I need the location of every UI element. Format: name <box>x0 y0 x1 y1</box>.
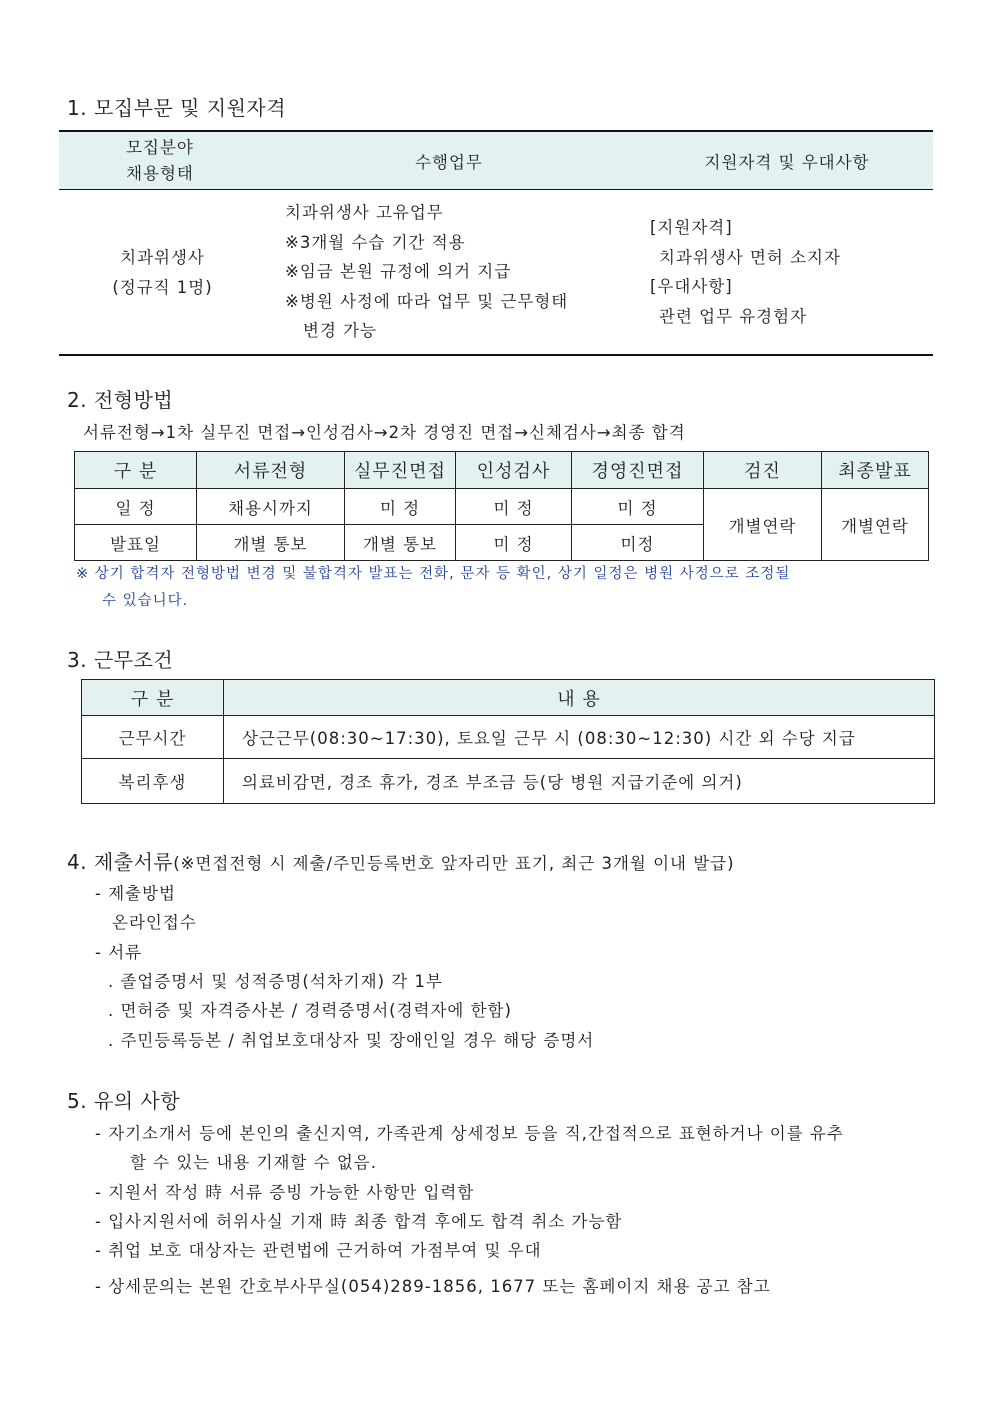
header-field: 모집분야 <box>126 138 194 157</box>
col-content: 내 용 <box>224 680 935 716</box>
section4-heading: 4. 제출서류 <box>67 850 174 874</box>
qual-label: [우대사항] <box>650 277 733 296</box>
section5-heading: 5. 유의 사항 <box>67 1089 181 1113</box>
table-cell: 개별 통보 <box>197 525 345 561</box>
row-announce-label: 발표일 <box>75 525 197 561</box>
section4-heading-line <box>67 846 735 875</box>
duty-item: ※임금 본원 규정에 의거 지급 <box>285 262 512 281</box>
duty-item: ※3개월 수습 기간 적용 <box>285 232 466 252</box>
header-duties: 수행업무 <box>415 153 483 172</box>
header-employment-type: 채용형태 <box>126 164 194 183</box>
col-category: 구 분 <box>82 680 224 716</box>
col-document: 서류전형 <box>197 452 345 489</box>
selection-note: ※ 상기 합격자 전형방법 변경 및 불합격자 발표는 전화, 문자 등 확인, 상기 일정은 병원 사정으로 조정될 <box>76 566 791 582</box>
final-cell: 개별연락 <box>822 489 929 561</box>
checkup-cell: 개별연락 <box>704 489 822 561</box>
header-qualifications: 지원자격 및 우대사항 <box>704 153 870 172</box>
table-cell: 미정 <box>572 525 704 561</box>
col-category: 구 분 <box>75 452 197 489</box>
working-conditions-table <box>81 679 935 804</box>
table-cell: 미 정 <box>456 489 572 525</box>
job-title: 치과위생사 <box>120 248 205 267</box>
col-personality-test: 인성검사 <box>456 452 572 489</box>
row-content-hours: 상근근무(08:30~17:30), 토요일 근무 시 (08:30~12:30) 시간 외 수당 지급 <box>224 716 935 759</box>
row-label-welfare: 복리후생 <box>82 759 224 804</box>
notice-item: - 자기소개서 등에 본인의 출신지역, 가족관계 상세정보 등을 직,간접적으로 표현하거나 이를 유추 <box>95 1124 844 1143</box>
document-item: . 주민등록등본 / 취업보호대상자 및 장애인일 경우 해당 증명서 <box>108 1031 595 1050</box>
section4-heading-note: (※면접전형 시 제출/주민등록번호 앞자리만 표기, 최근 3개월 이내 발급) <box>173 854 735 873</box>
notice-item: - 지원서 작성 時 서류 증빙 가능한 사항만 입력함 <box>95 1183 475 1202</box>
col-final: 최종발표 <box>822 452 929 489</box>
table-cell: 미 정 <box>456 525 572 561</box>
row-content-welfare: 의료비감면, 경조 휴가, 경조 부조금 등(당 병원 지급기준에 의거) <box>224 759 935 804</box>
section1-heading: 1. 모집부문 및 지원자격 <box>67 96 287 120</box>
table-cell: 개별 통보 <box>345 525 456 561</box>
selection-schedule-table <box>74 451 929 561</box>
documents-label: - 서류 <box>95 943 143 962</box>
qual-item: 관련 업무 유경험자 <box>659 306 808 326</box>
table-cell: 미 정 <box>345 489 456 525</box>
notice-item: - 취업 보호 대상자는 관련법에 근거하여 가점부여 및 우대 <box>95 1241 542 1260</box>
job-type: (정규직 1명) <box>112 278 213 297</box>
recruitment-table-header <box>59 130 933 190</box>
qual-item: 치과위생사 면허 소지자 <box>659 247 841 267</box>
notice-item-cont: 할 수 있는 내용 기재할 수 없음. <box>130 1153 377 1172</box>
qual-label: [지원자격] <box>650 218 733 237</box>
row-schedule-label: 일 정 <box>75 489 197 525</box>
document-item: . 졸업증명서 및 성적증명(석차기재) 각 1부 <box>108 972 443 991</box>
document-item: . 면허증 및 자격증사본 / 경력증명서(경력자에 한함) <box>108 1001 512 1020</box>
submit-method: 온라인접수 <box>112 913 197 932</box>
duty-item: 치과위생사 고유업무 <box>285 203 444 222</box>
contact-info: - 상세문의는 본원 간호부사무실(054)289-1856, 1677 또는 홈페이지 채용 공고 참고 <box>95 1277 771 1296</box>
col-checkup: 검진 <box>704 452 822 489</box>
duty-item: 변경 가능 <box>303 321 378 340</box>
row-label-hours: 근무시간 <box>82 716 224 759</box>
notice-item: - 입사지원서에 허위사실 기재 時 최종 합격 후에도 합격 취소 가능함 <box>95 1212 623 1231</box>
table-cell: 채용시까지 <box>197 489 345 525</box>
table-cell: 미 정 <box>572 489 704 525</box>
selection-note-cont: 수 있습니다. <box>102 593 189 609</box>
selection-flow: 서류전형→1차 실무진 면접→인성검사→2차 경영진 면접→신체검사→최종 합격 <box>83 423 686 442</box>
col-staff-interview: 실무진면접 <box>345 452 456 489</box>
submit-method-label: - 제출방법 <box>95 884 176 903</box>
recruitment-table <box>59 130 933 356</box>
col-exec-interview: 경영진면접 <box>572 452 704 489</box>
section3-heading: 3. 근무조건 <box>67 648 174 672</box>
section2-heading: 2. 전형방법 <box>67 388 174 412</box>
duty-item: ※병원 사정에 따라 업무 및 근무형태 <box>285 291 569 311</box>
recruitment-table-row <box>59 190 933 356</box>
